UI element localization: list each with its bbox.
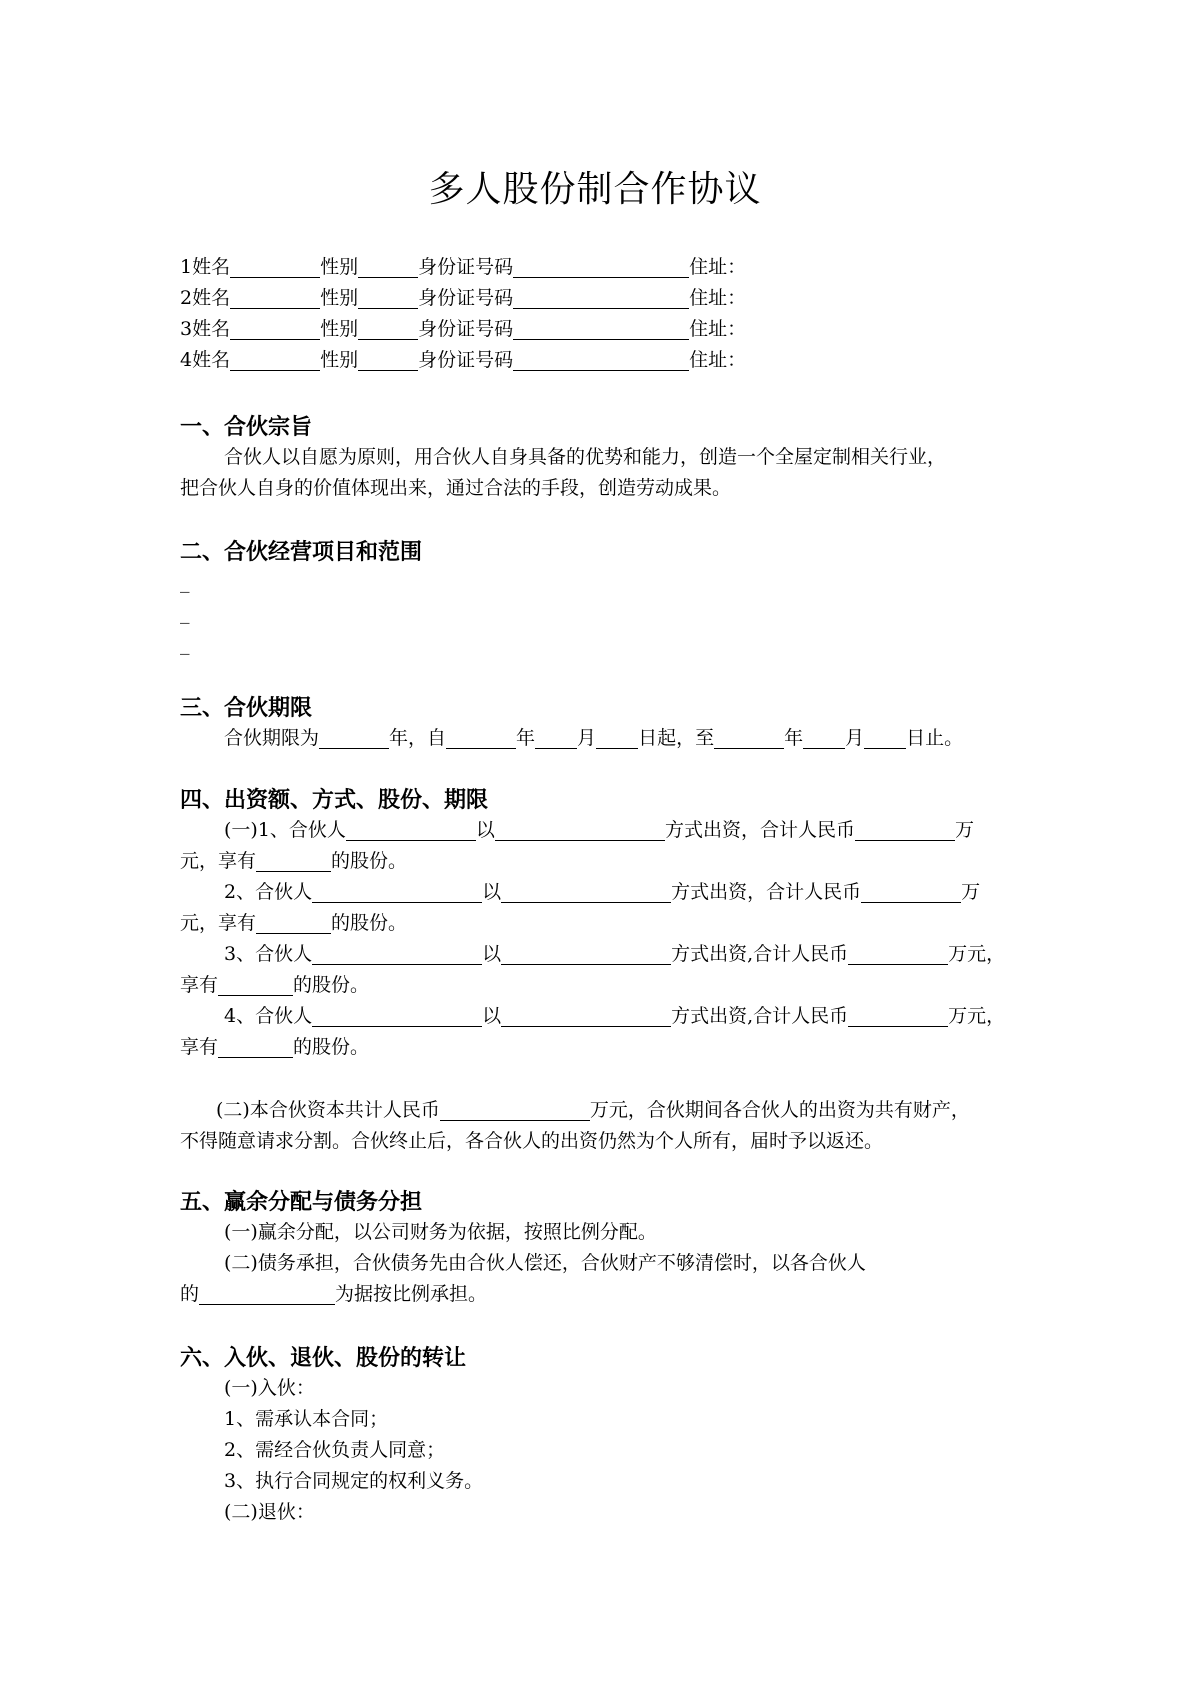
section-profit-debt [180, 1187, 1020, 1310]
contribution-item-3-cont: 享有 的股份。 [180, 974, 370, 996]
gender-label: 性别 [320, 287, 359, 309]
name-label: 姓名 [192, 256, 231, 278]
blank [312, 942, 482, 965]
party-row [180, 314, 1020, 345]
section-heading: 二、合伙经营项目和范围 [180, 539, 423, 565]
id-label: 身份证号码 [418, 287, 514, 309]
blank [312, 880, 482, 903]
blank [861, 880, 961, 903]
contribution-item-2-cont: 元，享有 的股份。 [180, 912, 408, 934]
section-contribution [180, 785, 1020, 1063]
contribution-item-3: 3、合伙人 以 方式出资,合计人民币 万元， [224, 943, 1006, 965]
blank [535, 726, 577, 749]
parties-block [180, 252, 1020, 376]
id-blank [513, 255, 689, 278]
name-blank [230, 286, 320, 309]
paragraph-line: (二)退伙： [224, 1501, 315, 1523]
section-heading: 六、入伙、退伙、股份的转让 [180, 1345, 467, 1371]
dash-line: _ [180, 633, 190, 655]
party-number: 3 [180, 318, 193, 340]
section-join-withdraw [180, 1343, 1020, 1528]
gender-blank [358, 255, 418, 278]
address-label: 住址： [689, 318, 747, 340]
blank [501, 1004, 671, 1027]
paragraph-line: 2、需经合伙负责人同意； [224, 1439, 446, 1461]
blank [312, 1004, 482, 1027]
blank [803, 726, 845, 749]
blank [256, 911, 331, 934]
name-blank [230, 255, 320, 278]
paragraph-line: 的 为据按比例承担。 [180, 1283, 488, 1305]
contribution-item-4-cont: 享有 的股份。 [180, 1036, 370, 1058]
contribution-item-1-cont: 元，享有 的股份。 [180, 850, 408, 872]
section-heading: 三、合伙期限 [180, 695, 313, 721]
section-purpose [180, 412, 1020, 504]
party-number: 4 [180, 349, 193, 371]
address-label: 住址： [689, 287, 747, 309]
blank [848, 942, 948, 965]
section-heading: 五、赢余分配与债务分担 [180, 1189, 423, 1215]
gender-blank [358, 348, 418, 371]
contribution-item-1: (一)1、合伙人 以 方式出资，合计人民币 万 [224, 819, 974, 841]
blank [218, 1035, 293, 1058]
name-label: 姓名 [192, 287, 231, 309]
paragraph-line: (一)赢余分配，以公司财务为依据，按照比例分配。 [224, 1221, 657, 1243]
document-title: 多人股份制合作协议 [428, 169, 762, 210]
address-label: 住址： [689, 349, 747, 371]
contribution-item-2: 2、合伙人 以 方式出资，合计人民币 万 [224, 881, 981, 903]
gender-label: 性别 [320, 256, 359, 278]
paragraph-line: (二)本合伙资本共计人民币 万元，合伙期间各合伙人的出资为共有财产， [216, 1099, 970, 1121]
blank [218, 973, 293, 996]
party-row [180, 345, 1020, 376]
name-blank [230, 317, 320, 340]
gender-label: 性别 [320, 349, 359, 371]
blank [446, 726, 516, 749]
paragraph-line: (一)入伙： [224, 1377, 315, 1399]
name-label: 姓名 [192, 318, 231, 340]
section-heading: 四、出资额、方式、股份、期限 [180, 787, 489, 813]
blank [319, 726, 389, 749]
id-label: 身份证号码 [418, 318, 514, 340]
blank [596, 726, 638, 749]
id-label: 身份证号码 [418, 349, 514, 371]
paragraph-line: 1、需承认本合同； [224, 1408, 389, 1430]
address-label: 住址： [689, 256, 747, 278]
section-term [180, 693, 1020, 754]
id-label: 身份证号码 [418, 256, 514, 278]
paragraph-line: (二)债务承担，合伙债务先由合伙人偿还，合伙财产不够清偿时，以各合伙人 [224, 1252, 866, 1274]
blank [855, 818, 955, 841]
gender-blank [358, 317, 418, 340]
blank [501, 880, 671, 903]
gender-blank [358, 286, 418, 309]
blank [199, 1282, 335, 1305]
name-label: 姓名 [192, 349, 231, 371]
blank [714, 726, 784, 749]
paragraph-line: 3、执行合同规定的权利义务。 [224, 1470, 484, 1492]
section-scope [180, 537, 1020, 660]
dash-line: _ [180, 571, 190, 593]
term-line: 合伙期限为 年，自 年 月 日起，至 年 月 日止。 [224, 727, 964, 749]
paragraph-line: 合伙人以自愿为原则，用合伙人自身具备的优势和能力，创造一个全屋定制相关行业， [224, 446, 947, 468]
blank [346, 818, 476, 841]
blank [495, 818, 665, 841]
party-row [180, 283, 1020, 314]
paragraph-line: 不得随意请求分割。合伙终止后，各合伙人的出资仍然为个人所有，届时予以返还。 [180, 1130, 884, 1152]
name-blank [230, 348, 320, 371]
section-heading: 一、合伙宗旨 [180, 414, 313, 440]
dash-line: _ [180, 602, 190, 624]
blank [440, 1098, 590, 1121]
blank [501, 942, 671, 965]
party-number: 1 [180, 256, 193, 278]
gender-label: 性别 [320, 318, 359, 340]
capital-paragraph [180, 1095, 1020, 1157]
paragraph-line: 把合伙人自身的价值体现出来，通过合法的手段，创造劳动成果。 [180, 477, 732, 499]
party-row [180, 252, 1020, 283]
blank [256, 849, 331, 872]
id-blank [513, 286, 689, 309]
blank [864, 726, 906, 749]
contribution-item-4: 4、合伙人 以 方式出资,合计人民币 万元， [224, 1005, 1006, 1027]
id-blank [513, 348, 689, 371]
blank [848, 1004, 948, 1027]
id-blank [513, 317, 689, 340]
party-number: 2 [180, 287, 193, 309]
